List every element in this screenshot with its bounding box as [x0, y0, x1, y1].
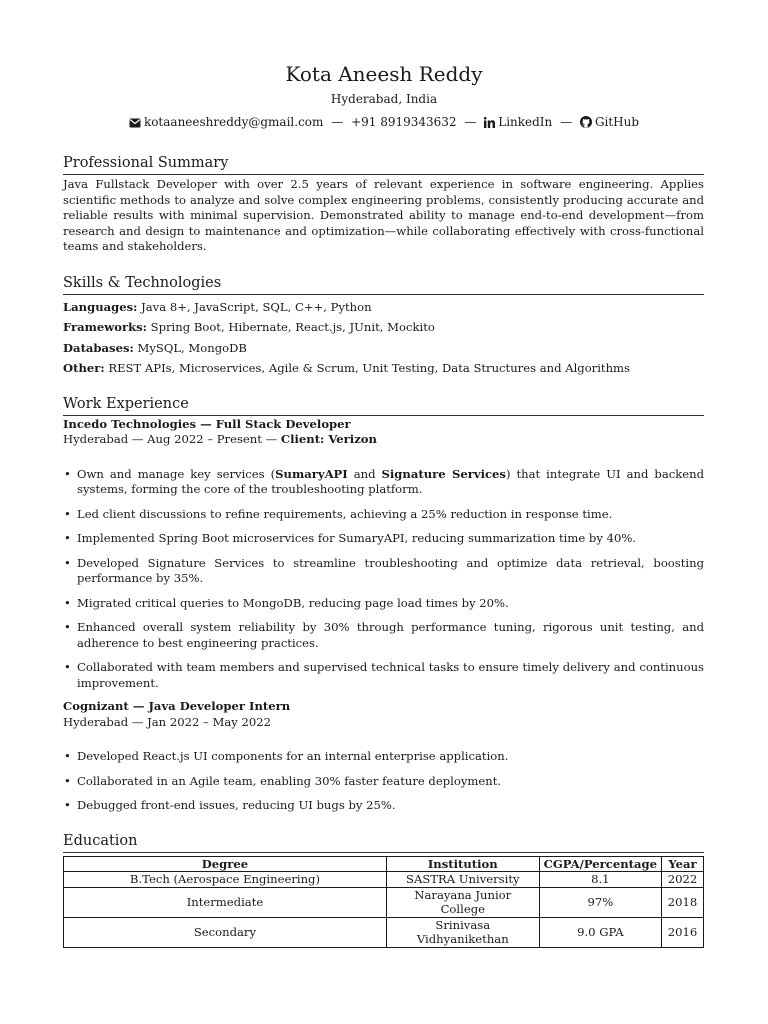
job-title: Incedo Technologies — Full Stack Developer [63, 416, 351, 431]
table-cell: SASTRA University [386, 872, 539, 888]
table-cell: 2022 [662, 872, 704, 888]
skill-row [63, 341, 704, 357]
envelope-icon [129, 115, 141, 133]
table-cell: Narayana Junior College [386, 887, 539, 917]
bullet-bold-text: SumaryAPI [275, 466, 348, 481]
bullet-item [63, 467, 704, 498]
skill-value: Java 8+, JavaScript, SQL, C++, Python [141, 299, 372, 314]
job-client: Client: Verizon [280, 432, 377, 446]
resume-header [0, 60, 768, 133]
column-header: Year [662, 856, 704, 872]
bullet-item: • Developed React.js UI components for an internal enterprise application. [63, 749, 704, 765]
job-location: Hyderabad [63, 432, 129, 446]
bullet-text: Own and manage key services ( [77, 466, 276, 481]
skills-section [63, 273, 704, 377]
job-dates: Jan 2022 – May 2022 [147, 714, 272, 729]
skill-row [63, 320, 704, 336]
github-link[interactable]: GitHub [594, 115, 640, 129]
summary-section [63, 153, 704, 255]
phone-number[interactable]: +91 8919343632 [351, 115, 457, 129]
table-row [64, 917, 704, 947]
table-cell: Secondary [64, 917, 387, 947]
bullet-text: and [347, 466, 382, 481]
job-bullets [63, 749, 704, 814]
separator: — [464, 115, 477, 129]
bullet-bold-text: Signature Services [381, 466, 506, 481]
table-header-row [64, 856, 704, 872]
skill-label: Databases: [63, 340, 134, 355]
separator: — [131, 432, 144, 446]
education-table [63, 856, 704, 948]
resume-content [63, 153, 704, 948]
summary-text: Java Fullstack Developer with over 2.5 years of relevant experience in software engineering. Applies scientific methods to analyze and solve complex engineering problems, consistently producing accurate and reliable results with minimal supervision. Demonstrated ability to manage end-to-end development—from research and design to maintenance and optimization—while collaborating effectively with cross-functional teams and stakeholders. [63, 177, 704, 253]
job-bullets [63, 467, 704, 692]
candidate-location: Hyderabad, India [330, 92, 438, 106]
section-title: Work Experience [63, 394, 704, 416]
skill-label: Other: [63, 361, 105, 375]
bullet-item: • Collaborated with team members and supervised technical tasks to ensure timely delivery and continuous improvement. [63, 660, 704, 691]
github-icon [580, 115, 592, 133]
skill-row [63, 361, 704, 377]
column-header: Institution [386, 856, 539, 872]
contact-line [0, 113, 768, 133]
bullet-item: • Developed Signature Services to streamline troubleshooting and optimize data retrieval, boosting performance by 35%. [63, 556, 704, 587]
table-cell: 2018 [662, 887, 704, 917]
section-title: Professional Summary [63, 153, 704, 175]
table-row [64, 872, 704, 888]
skill-value: Spring Boot, Hibernate, React.js, JUnit, Mockito [150, 320, 435, 334]
job-meta [63, 715, 704, 731]
bullet-text: ) that integrate UI and backend systems, forming the core of the troubleshooting platform. [77, 466, 704, 496]
linkedin-icon [484, 115, 495, 133]
job-location: Hyderabad [63, 714, 129, 729]
candidate-name: Kota Aneesh Reddy [285, 62, 483, 86]
table-cell: B.Tech (Aerospace Engineering) [64, 872, 387, 888]
section-title: Education [63, 831, 704, 853]
job-entry [63, 417, 704, 692]
separator: — [131, 714, 144, 729]
work-section [63, 394, 704, 814]
column-header: CGPA/Percentage [539, 856, 661, 872]
skill-value: MySQL, MongoDB [137, 340, 247, 355]
bullet-item: • Debugged front-end issues, reducing UI bugs by 25%. [63, 798, 704, 814]
bullet-item: • Implemented Spring Boot microservices for SumaryAPI, reducing summarization time by 40%. [63, 531, 704, 547]
table-row [64, 887, 704, 917]
table-cell: 8.1 [539, 872, 661, 888]
table-cell: 97% [539, 887, 661, 917]
section-title: Skills & Technologies [63, 273, 704, 295]
job-entry [63, 699, 704, 814]
bullet-item: • Migrated critical queries to MongoDB, reducing page load times by 20%. [63, 596, 704, 612]
skill-row [63, 300, 704, 316]
separator: — [265, 432, 278, 446]
bullet-item: • Led client discussions to refine requirements, achieving a 25% reduction in response time. [63, 507, 704, 523]
skill-label: Languages: [63, 299, 138, 314]
table-cell: Intermediate [64, 887, 387, 917]
separator: — [331, 115, 344, 129]
separator: — [560, 115, 573, 129]
email-link[interactable]: kotaaneeshreddy@gmail.com [143, 115, 324, 129]
job-meta [63, 432, 704, 448]
job-title: Cognizant — Java Developer Intern [63, 699, 291, 713]
bullet-item: • Enhanced overall system reliability by 30% through performance tuning, rigorous unit testing, and adherence to best engineering practices. [63, 620, 704, 651]
linkedin-link[interactable]: LinkedIn [498, 115, 553, 129]
job-dates: Aug 2022 – Present [147, 432, 262, 446]
skill-value: REST APIs, Microservices, Agile & Scrum, Unit Testing, Data Structures and Algorithms [108, 361, 630, 375]
table-cell: 9.0 GPA [539, 917, 661, 947]
table-cell: Srinivasa Vidhyanikethan [386, 917, 539, 947]
skill-label: Frameworks: [63, 320, 147, 334]
table-cell: 2016 [662, 917, 704, 947]
column-header: Degree [64, 856, 387, 872]
education-section [63, 831, 704, 948]
bullet-item: • Collaborated in an Agile team, enabling 30% faster feature deployment. [63, 774, 704, 790]
